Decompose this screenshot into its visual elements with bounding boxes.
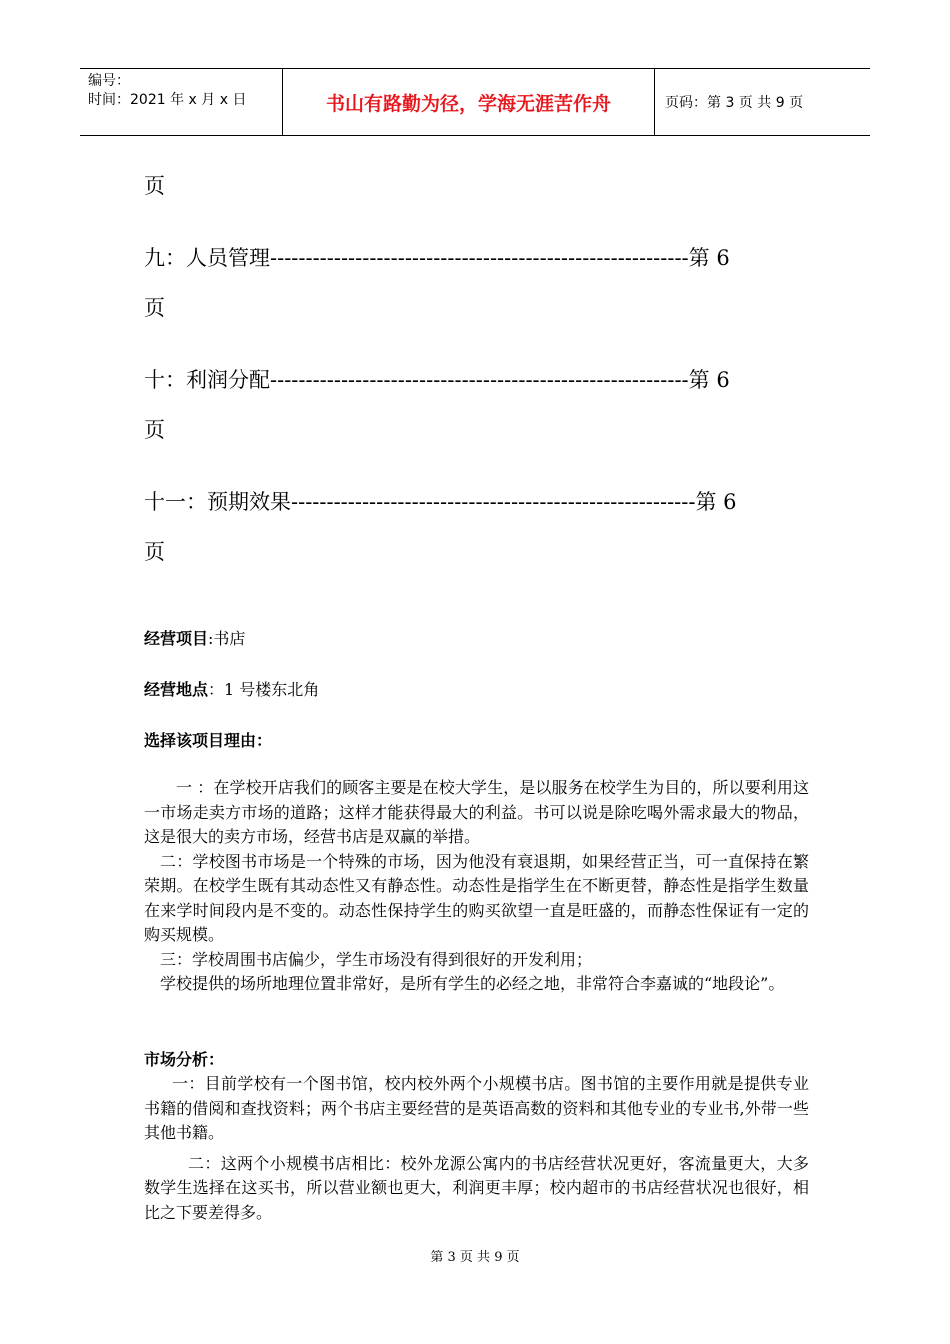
toc-line: 页 bbox=[144, 540, 165, 564]
header-page-info: 页码：第 3 页 共 9 页 bbox=[665, 95, 804, 111]
project-value: :书店 bbox=[208, 629, 246, 648]
motto: 书山有路勤为径，学海无涯苦作舟 bbox=[325, 92, 611, 115]
reason-paragraph: 一 ：在学校开店我们的顾客主要是在校大学生，是以服务在校学生为目的，所以要利用这一市场走卖方市场的道路；这样才能获得最大的利益。书可以说是除吃喝外需求最大的物品，这是很大的卖方市场，经营书店是双赢的举措。 bbox=[144, 778, 809, 846]
project-label: 经营项目 bbox=[144, 629, 209, 648]
project-line bbox=[144, 626, 245, 649]
market-paragraph: 一：目前学校有一个图书馆，校内校外两个小规模书店。图书馆的主要作用就是提供专业书籍的借阅和查找资料；两个书店主要经营的是英语高数的资料和其他专业的专业书,外带一些其他书籍。 bbox=[144, 1074, 809, 1142]
header-meta bbox=[80, 69, 282, 135]
toc-line: 十：利润分配-----------------------------------------------------------第 6 bbox=[144, 368, 730, 392]
reason-paragraph: 二：学校图书市场是一个特殊的市场，因为他没有衰退期，如果经营正当，可一直保持在繁荣期。在校学生既有其动态性又有静态性。动态性是指学生在不断更替，静态性是指学生数量在来学时间段内是不变的。动态性保持学生的购买欲望一直是旺盛的，而静态性保证有一定的购买规模。 bbox=[144, 851, 809, 944]
toc-line: 九：人员管理-----------------------------------------------------------第 6 bbox=[144, 246, 730, 270]
serial-label: 编号： bbox=[88, 73, 130, 89]
reason-paragraph: 三：学校周围书店偏少，学生市场没有得到很好的开发利用； bbox=[160, 949, 593, 969]
header-motto-cell bbox=[282, 69, 655, 135]
market-section bbox=[144, 1072, 809, 1225]
page-footer: 第 3 页 共 9 页 bbox=[430, 1250, 520, 1265]
toc-line: 十一：预期效果---------------------------------------------------------第 6 bbox=[144, 490, 737, 514]
location-value: ：1 号楼东北角 bbox=[208, 680, 320, 699]
reason-paragraph: 学校提供的场所地理位置非常好，是所有学生的必经之地，非常符合李嘉诚的“地段论”。 bbox=[160, 974, 785, 993]
toc-line: 页 bbox=[144, 296, 165, 320]
toc-line: 页 bbox=[144, 418, 165, 442]
reason-heading: 选择该项目理由： bbox=[144, 731, 273, 750]
page-header bbox=[80, 68, 870, 136]
time-label: 时间：2021 年 x 月 x 日 bbox=[88, 92, 247, 108]
market-heading: 市场分析： bbox=[144, 1050, 225, 1069]
location-label: 经营地点 bbox=[144, 680, 209, 699]
market-paragraph: 二：这两个小规模书店相比：校外龙源公寓内的书店经营状况更好，客流量更大，大多数学生选择在这买书，所以营业额也更大，利润更丰厚；校内超市的书店经营状况也很好，相比之下要差得多。 bbox=[144, 1153, 809, 1222]
location-line bbox=[144, 677, 319, 700]
reasons-section bbox=[144, 776, 809, 997]
toc-line: 页 bbox=[144, 174, 165, 198]
